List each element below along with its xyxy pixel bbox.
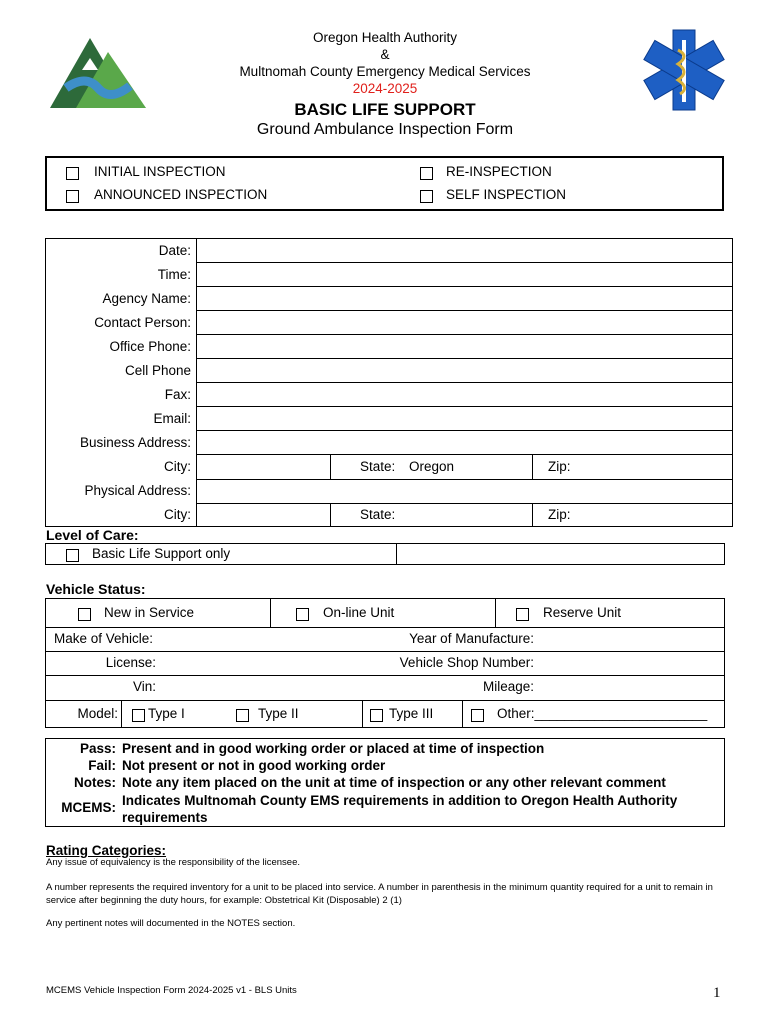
email-label: Email:	[153, 411, 191, 426]
business-city-label: City:	[164, 459, 191, 474]
physical-state-label: State:	[360, 507, 396, 522]
other-label: Other:_______________________	[497, 706, 708, 721]
other-checkbox[interactable]	[471, 707, 484, 722]
vehicle-shop-number-label: Vehicle Shop Number:	[399, 655, 534, 670]
pass-label: Pass:	[79, 741, 116, 756]
business-state-value: Oregon	[409, 459, 455, 474]
type-2-label: Type II	[258, 706, 299, 721]
type-1-checkbox[interactable]	[132, 707, 145, 722]
form-title: BASIC LIFE SUPPORT	[294, 100, 476, 119]
fail-label: Fail:	[88, 758, 116, 773]
year-of-manufacture-label: Year of Manufacture:	[409, 631, 534, 646]
initial-inspection-label: INITIAL INSPECTION	[94, 164, 226, 179]
type-3-checkbox[interactable]	[370, 707, 383, 722]
type-3-label: Type III	[389, 706, 434, 721]
header-line3: Multnomah County Emergency Medical Services	[239, 64, 531, 79]
business-address-label: Business Address:	[79, 435, 191, 450]
level-of-care-heading: Level of Care:	[46, 527, 139, 543]
contact-person-label: Contact Person:	[94, 315, 191, 330]
agency-name-label: Agency Name:	[102, 291, 191, 306]
date-field[interactable]	[198, 264, 732, 285]
announced-inspection-checkbox[interactable]	[66, 188, 79, 203]
physical-address-label: Physical Address:	[84, 483, 191, 498]
header-year: 2024-2025	[352, 81, 418, 96]
self-inspection-checkbox[interactable]	[420, 188, 433, 203]
rating-paragraph-3: Any pertinent notes will documented in the NOTES section.	[46, 918, 296, 929]
header-line1: Oregon Health Authority	[312, 30, 458, 45]
form-subtitle: Ground Ambulance Inspection Form	[256, 121, 514, 138]
announced-inspection-label: ANNOUNCED INSPECTION	[94, 187, 268, 202]
basic-life-support-checkbox[interactable]	[66, 547, 79, 562]
fail-text: Not present or not in good working order	[122, 758, 386, 773]
online-unit-label: On-line Unit	[323, 605, 395, 620]
vin-label: Vin:	[132, 679, 156, 694]
license-label: License:	[105, 655, 156, 670]
vehicle-status-heading: Vehicle Status:	[46, 581, 146, 597]
mileage-label: Mileage:	[482, 679, 534, 694]
mcems-text: Indicates Multnomah County EMS requirements in addition to Oregon Health Authority requirements	[122, 793, 678, 825]
mcems-label: MCEMS:	[61, 800, 116, 815]
online-unit-checkbox[interactable]	[296, 606, 309, 621]
office-phone-label: Office Phone:	[109, 339, 191, 354]
rating-categories-heading: Rating Categories:	[46, 843, 167, 858]
reinspection-label: RE-INSPECTION	[446, 164, 552, 179]
pass-text: Present and in good working order or placed at time of inspection	[122, 741, 545, 756]
notes-text: Note any item placed on the unit at time of inspection or any other relevant comment	[122, 775, 666, 790]
cell-phone-label: Cell Phone	[124, 363, 191, 378]
header-line2: &	[380, 47, 390, 62]
type-2-checkbox[interactable]	[236, 707, 249, 722]
basic-life-support-label: Basic Life Support only	[92, 546, 231, 561]
reserve-unit-checkbox[interactable]	[516, 606, 529, 621]
fax-label: Fax:	[164, 387, 191, 402]
notes-label: Notes:	[73, 775, 116, 790]
physical-zip-label: Zip:	[548, 507, 571, 522]
rating-paragraph-2: A number represents the required inventory for a unit to be placed into service. A number in parenthesis in the minimum quantity required for a unit to remain in service after beginning the duty hours, for example: Obstetrical Kit (Disposable) 2 (1)	[46, 882, 713, 906]
footer-text: MCEMS Vehicle Inspection Form 2024-2025 v1 - BLS Units	[46, 985, 297, 996]
new-in-service-checkbox[interactable]	[78, 606, 91, 621]
reinspection-checkbox[interactable]	[420, 165, 433, 180]
initial-inspection-checkbox[interactable]	[66, 165, 79, 180]
date-label: Date:	[158, 243, 191, 258]
self-inspection-label: SELF INSPECTION	[446, 187, 567, 202]
model-label: Model:	[77, 706, 118, 721]
time-label: Time:	[157, 267, 191, 282]
business-state-label: State:	[360, 459, 396, 474]
business-zip-label: Zip:	[548, 459, 571, 474]
rating-paragraph-1: Any issue of equivalency is the responsibility of the licensee.	[46, 857, 300, 868]
type-1-label: Type I	[148, 706, 185, 721]
physical-city-label: City:	[164, 507, 191, 522]
page-number: 1	[713, 985, 721, 1001]
make-of-vehicle-label: Make of Vehicle:	[54, 631, 154, 646]
reserve-unit-label: Reserve Unit	[543, 605, 622, 620]
new-in-service-label: New in Service	[104, 605, 195, 620]
